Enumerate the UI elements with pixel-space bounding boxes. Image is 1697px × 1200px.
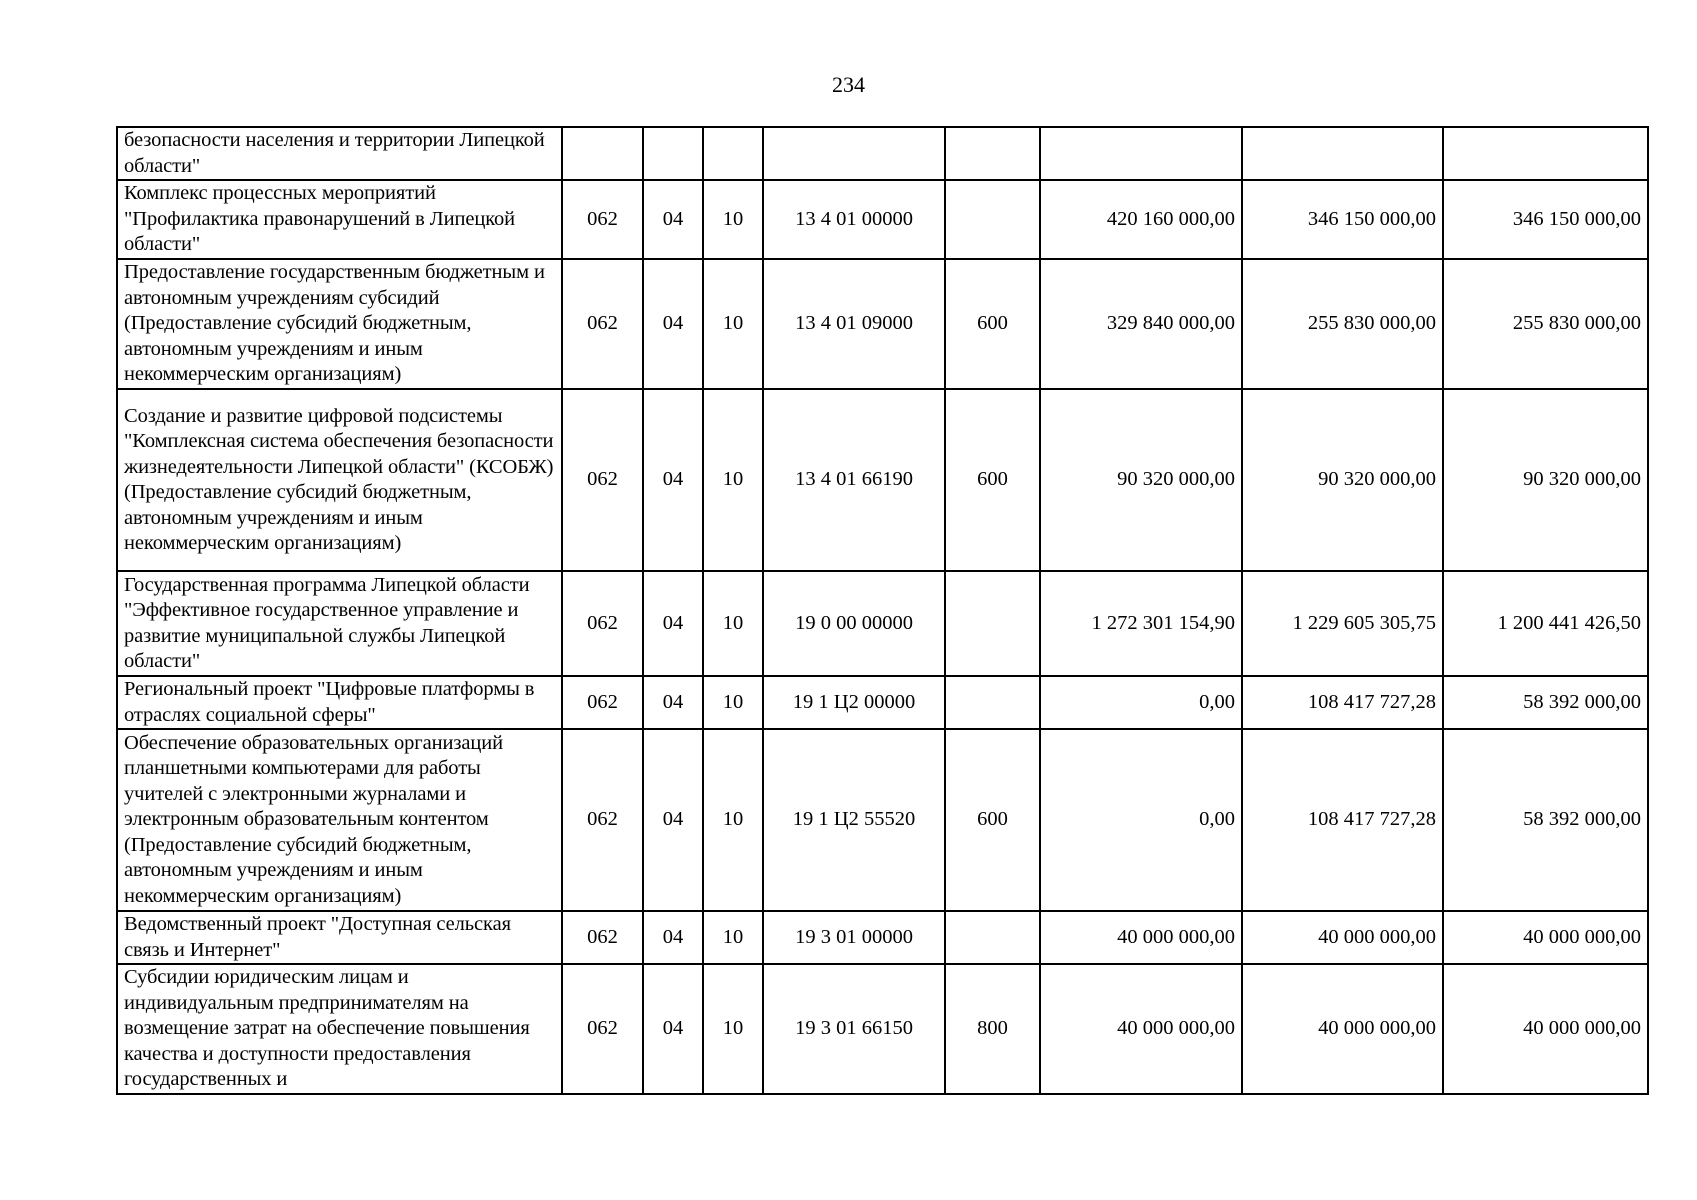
cell-sum-2: 346 150 000,00 [1242,180,1443,259]
cell-sum-3: 40 000 000,00 [1443,964,1648,1094]
cell-expense-type [945,180,1040,259]
cell-name: Комплекс процессных мероприятий "Профилактика правонарушений в Липецкой области" [117,180,562,259]
cell-target: 13 4 01 00000 [763,180,945,259]
table-row [117,127,1648,180]
cell-subsection: 10 [703,389,763,571]
cell-subsection: 10 [703,729,763,911]
cell-sum-2: 40 000 000,00 [1242,964,1443,1094]
cell-sum-2: 108 417 727,28 [1242,676,1443,729]
cell-ministry: 062 [562,389,643,571]
cell-ministry: 062 [562,964,643,1094]
cell-expense-type [945,676,1040,729]
cell-ministry [562,127,643,180]
cell-sum-1: 0,00 [1040,729,1242,911]
cell-subsection: 10 [703,911,763,964]
cell-ministry: 062 [562,729,643,911]
table-row [117,180,1648,259]
cell-sum-1: 1 272 301 154,90 [1040,571,1242,676]
cell-target: 19 1 Ц2 00000 [763,676,945,729]
cell-sum-3: 346 150 000,00 [1443,180,1648,259]
cell-sum-1: 40 000 000,00 [1040,964,1242,1094]
cell-subsection: 10 [703,259,763,389]
table-row [117,571,1648,676]
cell-section [643,127,703,180]
cell-subsection [703,127,763,180]
cell-ministry: 062 [562,571,643,676]
cell-section: 04 [643,180,703,259]
cell-sum-3 [1443,127,1648,180]
cell-target: 13 4 01 09000 [763,259,945,389]
cell-sum-2: 1 229 605 305,75 [1242,571,1443,676]
cell-subsection: 10 [703,964,763,1094]
cell-sum-3: 90 320 000,00 [1443,389,1648,571]
cell-sum-3: 255 830 000,00 [1443,259,1648,389]
cell-name: Региональный проект "Цифровые платформы в отраслях социальной сферы" [117,676,562,729]
cell-section: 04 [643,259,703,389]
cell-sum-3: 58 392 000,00 [1443,729,1648,911]
budget-table [116,126,1649,1095]
cell-sum-1: 0,00 [1040,676,1242,729]
cell-target: 19 3 01 00000 [763,911,945,964]
cell-target: 19 1 Ц2 55520 [763,729,945,911]
cell-section: 04 [643,676,703,729]
cell-name: Субсидии юридическим лицам и индивидуальным предпринимателям на возмещение затрат на обеспечение повышения качества и доступности предоставления государственных и [117,964,562,1094]
cell-name: безопасности населения и территории Липецкой области" [117,127,562,180]
cell-sum-3: 40 000 000,00 [1443,911,1648,964]
table-row [117,389,1648,571]
cell-section: 04 [643,729,703,911]
cell-sum-1: 329 840 000,00 [1040,259,1242,389]
cell-expense-type [945,911,1040,964]
cell-sum-1: 420 160 000,00 [1040,180,1242,259]
cell-ministry: 062 [562,259,643,389]
table-row [117,259,1648,389]
cell-subsection: 10 [703,180,763,259]
cell-subsection: 10 [703,676,763,729]
cell-ministry: 062 [562,676,643,729]
cell-sum-2: 108 417 727,28 [1242,729,1443,911]
cell-target: 19 3 01 66150 [763,964,945,1094]
cell-target [763,127,945,180]
cell-name: Предоставление государственным бюджетным и автономным учреждениям субсидий (Предоставление субсидий бюджетным, автономным учреждениям и иным некоммерческим организациям) [117,259,562,389]
cell-sum-2: 90 320 000,00 [1242,389,1443,571]
cell-subsection: 10 [703,571,763,676]
cell-name: Ведомственный проект "Доступная сельская связь и Интернет" [117,911,562,964]
table-row [117,964,1648,1094]
cell-expense-type [945,127,1040,180]
cell-name: Государственная программа Липецкой области "Эффективное государственное управление и развитие муниципальной службы Липецкой области" [117,571,562,676]
cell-sum-2 [1242,127,1443,180]
cell-section: 04 [643,389,703,571]
cell-section: 04 [643,911,703,964]
table-row [117,729,1648,911]
cell-sum-1: 90 320 000,00 [1040,389,1242,571]
cell-target: 19 0 00 00000 [763,571,945,676]
cell-ministry: 062 [562,911,643,964]
cell-name: Создание и развитие цифровой подсистемы "Комплексная система обеспечения безопасности жизнедеятельности Липецкой области" (КСОБЖ) (Предоставление субсидий бюджетным, автономным учреждениям и иным некоммерческим организациям) [117,389,562,571]
cell-expense-type: 600 [945,389,1040,571]
cell-sum-2: 255 830 000,00 [1242,259,1443,389]
cell-expense-type [945,571,1040,676]
cell-section: 04 [643,571,703,676]
cell-sum-3: 58 392 000,00 [1443,676,1648,729]
cell-target: 13 4 01 66190 [763,389,945,571]
table-row [117,676,1648,729]
table-row [117,911,1648,964]
page-number: 234 [832,72,865,97]
cell-sum-3: 1 200 441 426,50 [1443,571,1648,676]
cell-expense-type: 600 [945,729,1040,911]
cell-sum-2: 40 000 000,00 [1242,911,1443,964]
cell-sum-1: 40 000 000,00 [1040,911,1242,964]
cell-sum-1 [1040,127,1242,180]
cell-expense-type: 800 [945,964,1040,1094]
cell-ministry: 062 [562,180,643,259]
cell-name: Обеспечение образовательных организаций планшетными компьютерами для работы учителей с электронными журналами и электронным образовательным контентом (Предоставление субсидий бюджетным, автономным учреждениям и иным некоммерческим организациям) [117,729,562,911]
cell-expense-type: 600 [945,259,1040,389]
cell-section: 04 [643,964,703,1094]
